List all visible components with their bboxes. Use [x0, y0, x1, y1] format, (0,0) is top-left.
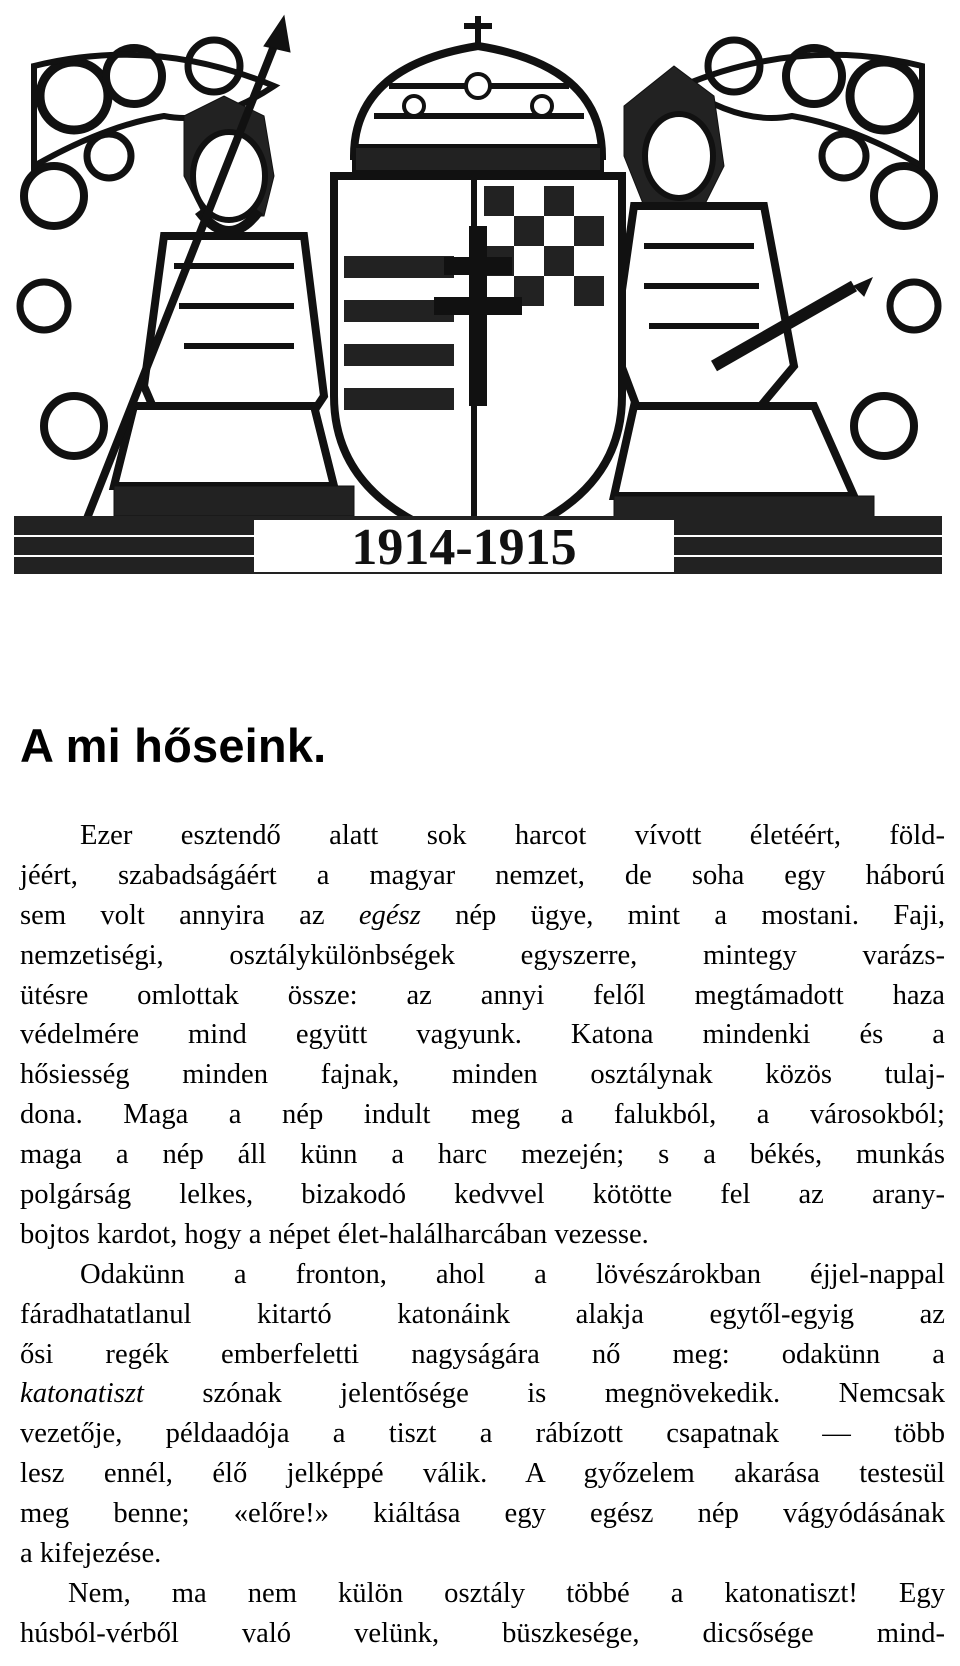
- text-run: ütésre omlottak össze: az annyi felől megtámadott haza: [20, 979, 945, 1011]
- text-line: [20, 896, 945, 936]
- text-run: szónak jelentősége is megnövekedik. Nemcsak: [143, 1378, 945, 1410]
- text-run: vezetője, példaadója a tiszt a rábízott csapatnak — több: [20, 1418, 945, 1450]
- text-line: [20, 1335, 945, 1375]
- text-run: ősi regék emberfeletti nagyságára nő meg: odakünn a: [20, 1338, 945, 1370]
- text-run: Nem, ma nem külön osztály többé a katonatiszt! Egy: [68, 1577, 945, 1609]
- text-line: [20, 1374, 945, 1414]
- text-run: dona. Maga a nép indult meg a falukból, a városokból;: [20, 1099, 945, 1131]
- text-run: hősiesség minden fajnak, minden osztálynak közös tulaj-: [20, 1059, 945, 1091]
- text-run: nép ügye, mint a mostani. Faji,: [420, 899, 945, 931]
- text-line: [20, 1255, 945, 1295]
- text-line: [20, 1454, 945, 1494]
- text-line: [20, 1215, 945, 1255]
- text-run: sem volt annyira az: [20, 899, 359, 931]
- text-run: védelmére mind együtt vagyunk. Katona mindenki és a: [20, 1019, 945, 1051]
- text-run: húsból-vérből való velünk, büszkesége, dicsősége mind-: [20, 1617, 945, 1649]
- year-banner: [14, 516, 942, 576]
- holy-crown: [354, 16, 602, 172]
- article-body: [20, 816, 945, 1654]
- text-run: nemzetiségi, osztálykülönbségek egyszerre, mintegy varázs-: [20, 939, 945, 971]
- coat-of-arms-shield: [334, 176, 622, 546]
- text-line: [20, 1414, 945, 1454]
- text-run: fáradhatatlanul kitartó katonáink alakja egytől-egyig az: [20, 1298, 945, 1330]
- text-run: lesz ennél, élő jelképpé válik. A győzelem akarása testesül: [20, 1458, 945, 1490]
- text-line: [20, 1295, 945, 1335]
- text-run: jéért, szabadságáért a magyar nemzet, de soha egy háború: [20, 859, 945, 891]
- text-run: bojtos kardot, hogy a népet élet-halálharcában vezesse.: [20, 1218, 649, 1250]
- emphasis-text: egész: [358, 899, 421, 931]
- page-title: A mi hőseink.: [20, 719, 327, 772]
- text-line: [20, 1055, 945, 1095]
- text-run: Ezer esztendő alatt sok harcot vívott életéért, föld-: [80, 820, 945, 851]
- text-line: [20, 1574, 945, 1614]
- coat-of-arms-engraving: [14, 6, 942, 612]
- text-run: meg benne; «előre!» kiáltása egy egész nép vágyódásának: [20, 1498, 945, 1530]
- text-line: [20, 1494, 945, 1534]
- text-line: [20, 816, 945, 856]
- text-run: Odakünn a fronton, ahol a lövészárokban éjjel-nappal: [80, 1258, 945, 1290]
- emphasis-text: katonatiszt: [20, 1378, 144, 1410]
- text-line: [20, 936, 945, 976]
- text-run: maga a nép áll künn a harc mezején; s a békés, munkás: [20, 1139, 945, 1171]
- text-line: [20, 1614, 945, 1654]
- text-line: [20, 1135, 945, 1175]
- text-run: polgárság lelkes, bizakodó kedvvel kötötte fel az arany-: [20, 1179, 945, 1211]
- text-line: [20, 1534, 945, 1574]
- text-line: [20, 1015, 945, 1055]
- text-line: [20, 976, 945, 1016]
- text-line: [20, 1095, 945, 1135]
- text-line: [20, 856, 945, 896]
- text-line: [20, 1175, 945, 1215]
- text-run: a kifejezése.: [20, 1538, 162, 1570]
- year-text: 1914-1915: [351, 519, 577, 576]
